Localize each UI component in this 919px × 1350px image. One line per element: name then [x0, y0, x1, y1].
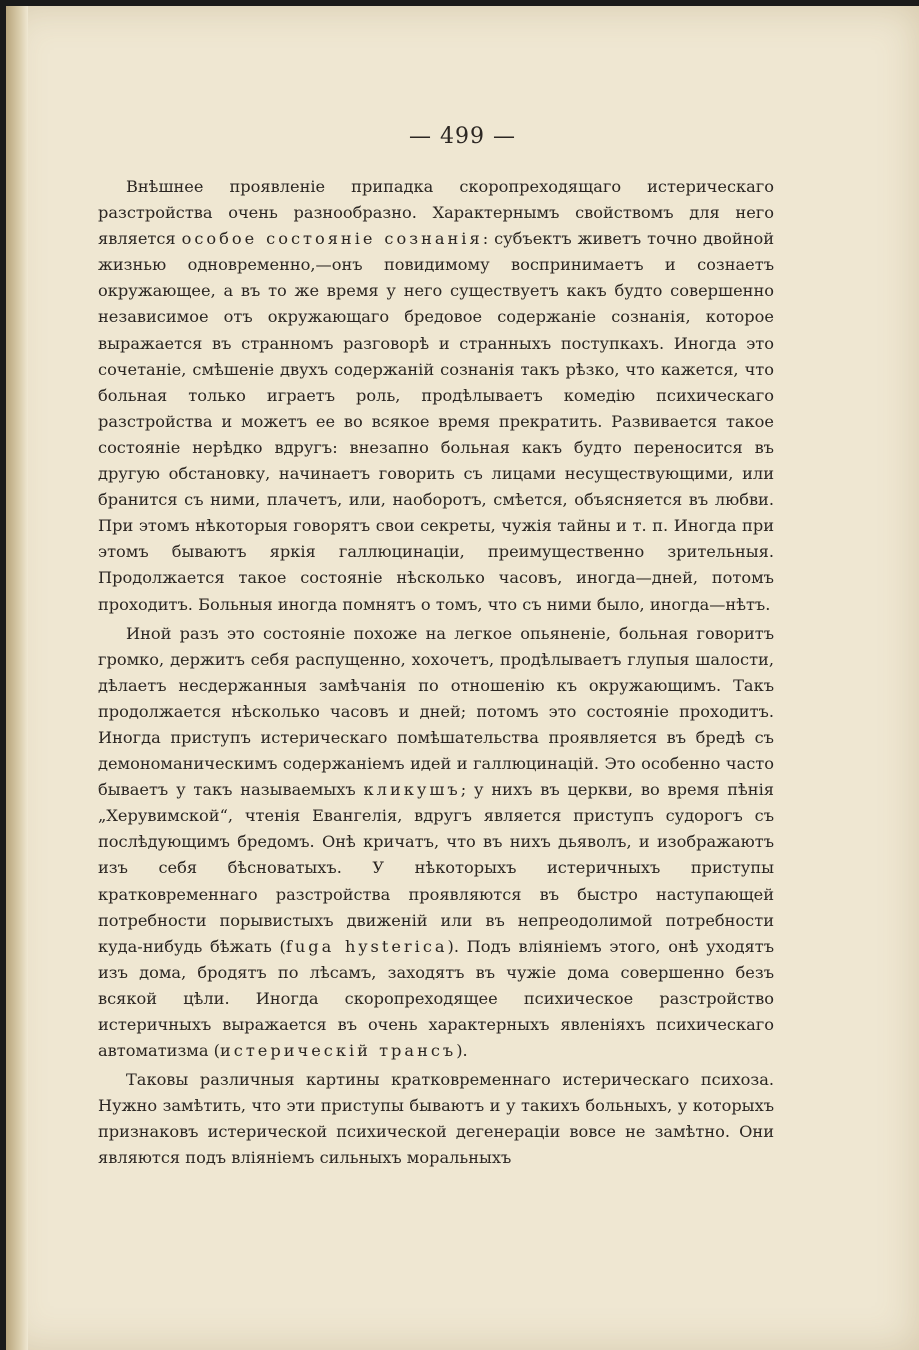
- body-text: [98, 174, 774, 1172]
- text-segment: : субъектъ живетъ точно двойной жизнью одновременно,—онъ повидимому воспринимаетъ и сознаетъ окружающее, а въ то же время у него существуетъ какъ будто совершенно независимое отъ окружающаго бредовое содержаніе сознанія, которое выражается въ странномъ разговорѣ и странныхъ поступкахъ. Иногда это сочетаніе, смѣшеніе двухъ содержаній сознанія такъ рѣзко, что кажется, что больная только играетъ роль, продѣлываетъ комедію психическаго разстройства и можетъ ее во всякое время прекратить. Развивается такое состояніе нерѣдко вдругъ: внезапно больная какъ будто переносится въ другую обстановку, начинаетъ говорить съ лицами несуществующими, или бранится съ ними, плачетъ, или, наоборотъ, смѣется, объясняется въ любви. При этомъ нѣкоторыя говорятъ свои секреты, чужія тайны и т. п. Иногда при этомъ бываютъ яркія галлюцинаціи, преимущественно зрительныя. Продолжается такое состояніе нѣсколько часовъ, иногда—дней, потомъ проходитъ. Больныя иногда помнятъ о томъ, что съ ними было, иногда—нѣтъ.: [98, 229, 774, 614]
- text-segment: ).: [456, 1041, 468, 1061]
- paragraph-3: [98, 1067, 774, 1171]
- paragraph-1: [98, 174, 774, 618]
- emphasis-spaced-text: кликушъ: [363, 780, 461, 800]
- emphasis-spaced-text: истерическій трансъ: [219, 1041, 457, 1061]
- book-spine-shadow: [6, 6, 28, 1350]
- text-segment: ). Подъ вліяніемъ этого, онѣ уходятъ изъ дома, бродятъ по лѣсамъ, заходятъ въ чужіе дома совершенно безъ всякой цѣли. Иногда скоропреходящее психическое разстройство истеричныхъ выражается въ очень характерныхъ явленіяхъ психическаго автоматизма (: [98, 936, 775, 1061]
- book-page: [6, 6, 919, 1350]
- text-segment: Иной разъ это состояніе похоже на легкое опьяненіе, больная говоритъ громко, держитъ себя распущенно, хохочетъ, продѣлываетъ глупыя шалости, дѣлаетъ несдержанныя замѣчанія по отношенію къ окружающимъ. Такъ продолжается нѣсколько часовъ и дней; потомъ это состояніе проходитъ. Иногда приступъ истерическаго помѣшательства проявляется въ бредѣ съ демономаническимъ содержаніемъ идей и галлюцинацій. Это особенно часто бываетъ у такъ называемыхъ: [98, 623, 774, 800]
- emphasis-spaced-text: fuga hysterica: [285, 936, 448, 956]
- text-segment: Внѣшнее проявленіе припадка скоропреходящаго истерическаго разстройства очень разнообразно. Характернымъ свойствомъ для него является: [98, 177, 774, 249]
- text-segment: Таковы различныя картины кратковременнаго истерическаго психоза. Нужно замѣтить, что эти приступы бываютъ и у такихъ больныхъ, у которыхъ признаковъ истерической психической дегенераціи вовсе не замѣтно. Они являются подъ вліяніемъ сильныхъ моральныхъ: [98, 1070, 774, 1168]
- text-segment: ; у нихъ въ церкви, во время пѣнія „Херувимской“, чтенія Евангелія, вдругъ является приступъ судорогъ съ послѣдующимъ бредомъ. Онѣ кричатъ, что въ нихъ дьяволъ, и изображаютъ изъ себя бѣсноватыхъ. У нѣкоторыхъ истеричныхъ приступы кратковременнаго разстройства проявляются въ быстро наступающей потребности порывистыхъ движеній или въ непреодолимой потребности куда-нибудь бѣжать (: [98, 780, 774, 956]
- paragraph-2: [98, 621, 774, 1065]
- page-number: — 499 —: [409, 124, 516, 149]
- emphasis-spaced-text: особое состояніе сознанія: [181, 229, 483, 249]
